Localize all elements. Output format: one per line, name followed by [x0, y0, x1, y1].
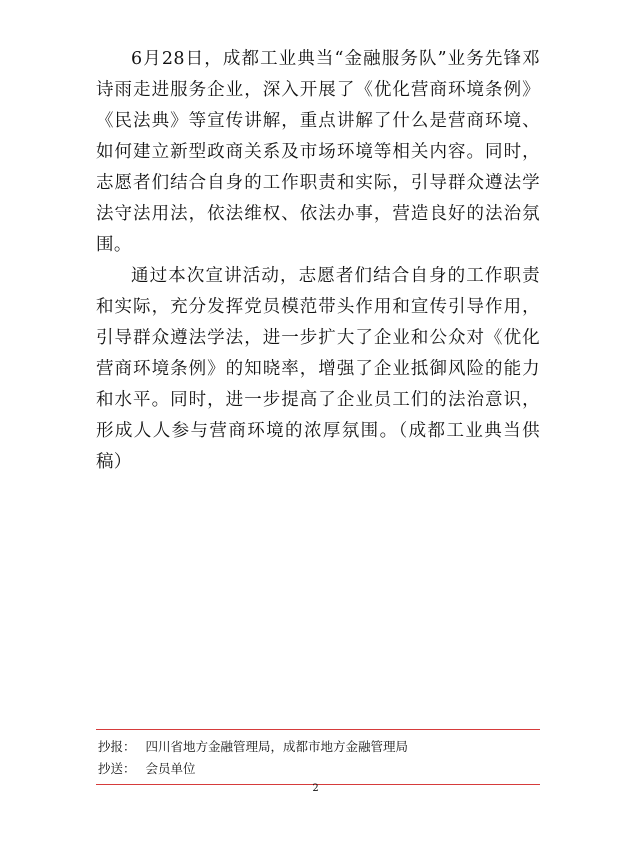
paragraph-1: 6月28日，成都工业典当“金融服务队”业务先锋邓诗雨走进服务企业，深入开展了《优化营商环境条例》《民法典》等宣传讲解，重点讲解了什么是营商环境、如何建立新型政商关系及市场环境等相关内容。同时，志愿者们结合自身的工作职责和实际，引导群众遵法学法守法用法，依法维权、依法办事，营造良好的法治氛围。 [96, 49, 540, 255]
copy-to-label: 抄送： [98, 761, 136, 776]
report-to-line [96, 737, 540, 757]
report-to-value: 四川省地方金融管理局，成都市地方金融管理局 [145, 739, 409, 754]
paragraph-2: 通过本次宣讲活动，志愿者们结合自身的工作职责和实际，充分发挥党员模范带头作用和宣传引导作用，引导群众遵法学法，进一步扩大了企业和公众对《优化营商环境条例》的知晓率，增强了企业抵御风险的能力和水平。同时，进一步提高了企业员工们的法治意识，形成人人参与营商环境的浓厚氛围。（成都工业典当供稿） [96, 266, 540, 472]
footer-top-rule [96, 729, 540, 730]
report-to-label: 抄报： [98, 739, 136, 754]
article-body [96, 44, 540, 478]
copy-to-value: 会员单位 [145, 761, 196, 776]
distribution-footer [96, 729, 540, 785]
copy-to-line [96, 759, 540, 779]
page-number: 2 [312, 783, 319, 794]
